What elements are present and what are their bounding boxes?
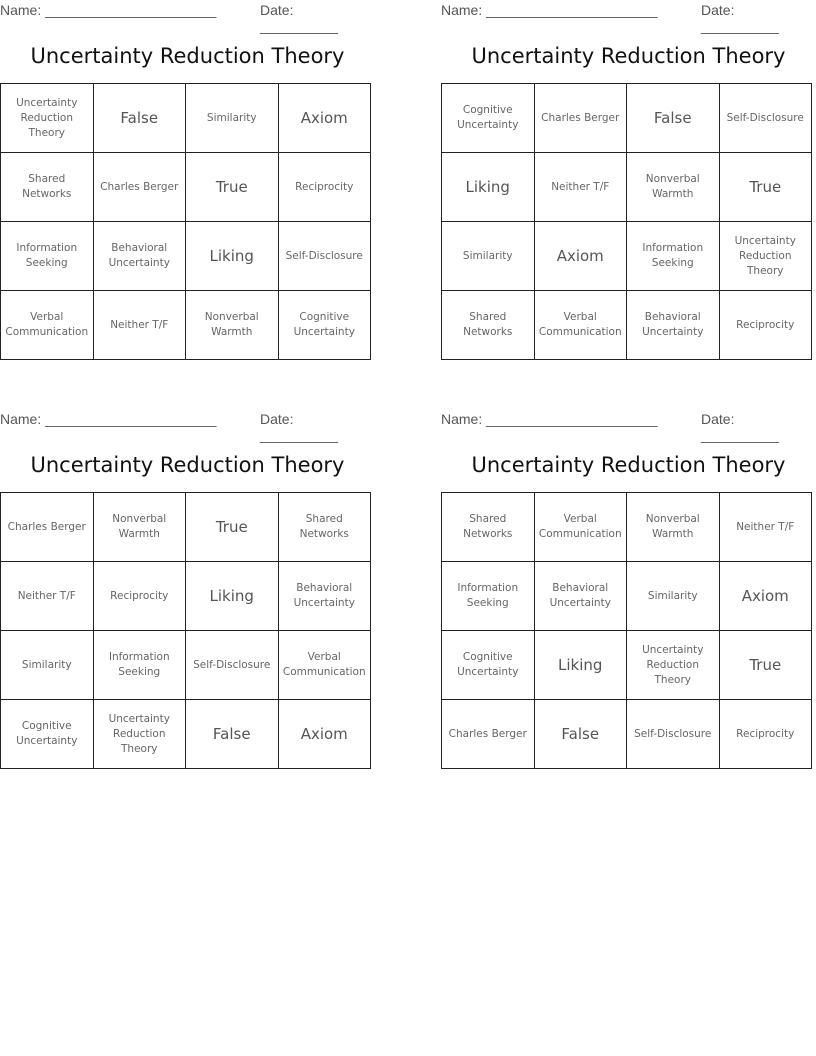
grid-cell: Reciprocity (278, 153, 371, 222)
grid-row (1, 291, 371, 360)
grid-cell: Liking (186, 222, 279, 291)
grid-cell: Verbal Communication (278, 631, 371, 700)
grid-cell: Verbal Communication (1, 291, 94, 360)
grid-cell: Charles Berger (534, 84, 627, 153)
grid-cell: Cognitive Uncertainty (442, 84, 535, 153)
grid-cell: Reciprocity (719, 700, 812, 769)
grid-cell: Information Seeking (93, 631, 186, 700)
grid-cell: Liking (442, 153, 535, 222)
card-header (0, 0, 375, 34)
card-title: Uncertainty Reduction Theory (30, 453, 345, 477)
grid-cell: Shared Networks (278, 493, 371, 562)
grid-row (442, 222, 812, 291)
grid-cell: Behavioral Uncertainty (534, 562, 627, 631)
grid-cell: Shared Networks (442, 493, 535, 562)
grid-row (442, 153, 812, 222)
grid-cell: Nonverbal Warmth (186, 291, 279, 360)
card-title: Uncertainty Reduction Theory (471, 453, 786, 477)
grid-row (442, 631, 812, 700)
grid-row (1, 153, 371, 222)
grid-cell: Cognitive Uncertainty (442, 631, 535, 700)
grid-cell: Shared Networks (442, 291, 535, 360)
grid-cell: Information Seeking (1, 222, 94, 291)
grid-cell: Verbal Communication (534, 493, 627, 562)
card-header (0, 409, 375, 443)
card-title: Uncertainty Reduction Theory (30, 44, 345, 68)
grid-cell: True (186, 153, 279, 222)
grid-cell: False (93, 84, 186, 153)
grid-cell: Information Seeking (627, 222, 720, 291)
card-header (441, 0, 816, 34)
date-field-label: Date: __________ (260, 2, 338, 34)
card-header (441, 409, 816, 443)
grid-cell: Self-Disclosure (278, 222, 371, 291)
name-field-label: Name: ______________________ (441, 411, 658, 427)
grid-cell: Shared Networks (1, 153, 94, 222)
grid-row (442, 493, 812, 562)
date-field-label: Date: __________ (701, 411, 779, 443)
grid-cell: Reciprocity (719, 291, 812, 360)
grid-cell: Behavioral Uncertainty (278, 562, 371, 631)
grid-row (442, 700, 812, 769)
grid-cell: Similarity (186, 84, 279, 153)
grid-cell: Behavioral Uncertainty (93, 222, 186, 291)
grid-cell: Cognitive Uncertainty (1, 700, 94, 769)
bingo-grid (0, 492, 371, 769)
grid-cell: Charles Berger (442, 700, 535, 769)
grid-cell: Neither T/F (93, 291, 186, 360)
grid-cell: True (186, 493, 279, 562)
grid-cell: Uncertainty Reduction Theory (627, 631, 720, 700)
grid-cell: Verbal Communication (534, 291, 627, 360)
grid-cell: Uncertainty Reduction Theory (93, 700, 186, 769)
bingo-grid (441, 492, 812, 769)
grid-row (1, 562, 371, 631)
grid-cell: False (534, 700, 627, 769)
grid-cell: Similarity (627, 562, 720, 631)
grid-cell: Self-Disclosure (719, 84, 812, 153)
name-field-label: Name: ______________________ (0, 2, 217, 18)
grid-cell: Nonverbal Warmth (627, 493, 720, 562)
grid-cell: Uncertainty Reduction Theory (1, 84, 94, 153)
grid-cell: Nonverbal Warmth (627, 153, 720, 222)
grid-cell: Neither T/F (1, 562, 94, 631)
grid-row (442, 291, 812, 360)
bingo-grid (0, 83, 371, 360)
grid-cell: Behavioral Uncertainty (627, 291, 720, 360)
grid-cell: Reciprocity (93, 562, 186, 631)
grid-cell: Liking (534, 631, 627, 700)
grid-cell: Charles Berger (93, 153, 186, 222)
grid-cell: Cognitive Uncertainty (278, 291, 371, 360)
grid-cell: Nonverbal Warmth (93, 493, 186, 562)
grid-cell: Similarity (1, 631, 94, 700)
grid-row (442, 84, 812, 153)
grid-cell: Axiom (278, 84, 371, 153)
grid-cell: Information Seeking (442, 562, 535, 631)
grid-cell: False (186, 700, 279, 769)
grid-row (1, 700, 371, 769)
grid-row (1, 222, 371, 291)
grid-cell: Self-Disclosure (627, 700, 720, 769)
grid-cell: Axiom (278, 700, 371, 769)
name-field-label: Name: ______________________ (0, 411, 217, 427)
grid-cell: Similarity (442, 222, 535, 291)
bingo-grid (441, 83, 812, 360)
date-field-label: Date: __________ (701, 2, 779, 34)
grid-cell: Neither T/F (534, 153, 627, 222)
grid-cell: Self-Disclosure (186, 631, 279, 700)
grid-cell: False (627, 84, 720, 153)
grid-cell: Axiom (534, 222, 627, 291)
card-title: Uncertainty Reduction Theory (471, 44, 786, 68)
name-field-label: Name: ______________________ (441, 2, 658, 18)
grid-cell: Axiom (719, 562, 812, 631)
grid-cell: Liking (186, 562, 279, 631)
date-field-label: Date: __________ (260, 411, 338, 443)
grid-row (442, 562, 812, 631)
grid-row (1, 493, 371, 562)
grid-row (1, 631, 371, 700)
grid-cell: Charles Berger (1, 493, 94, 562)
grid-cell: Neither T/F (719, 493, 812, 562)
grid-cell: Uncertainty Reduction Theory (719, 222, 812, 291)
grid-cell: True (719, 153, 812, 222)
grid-cell: True (719, 631, 812, 700)
grid-row (1, 84, 371, 153)
